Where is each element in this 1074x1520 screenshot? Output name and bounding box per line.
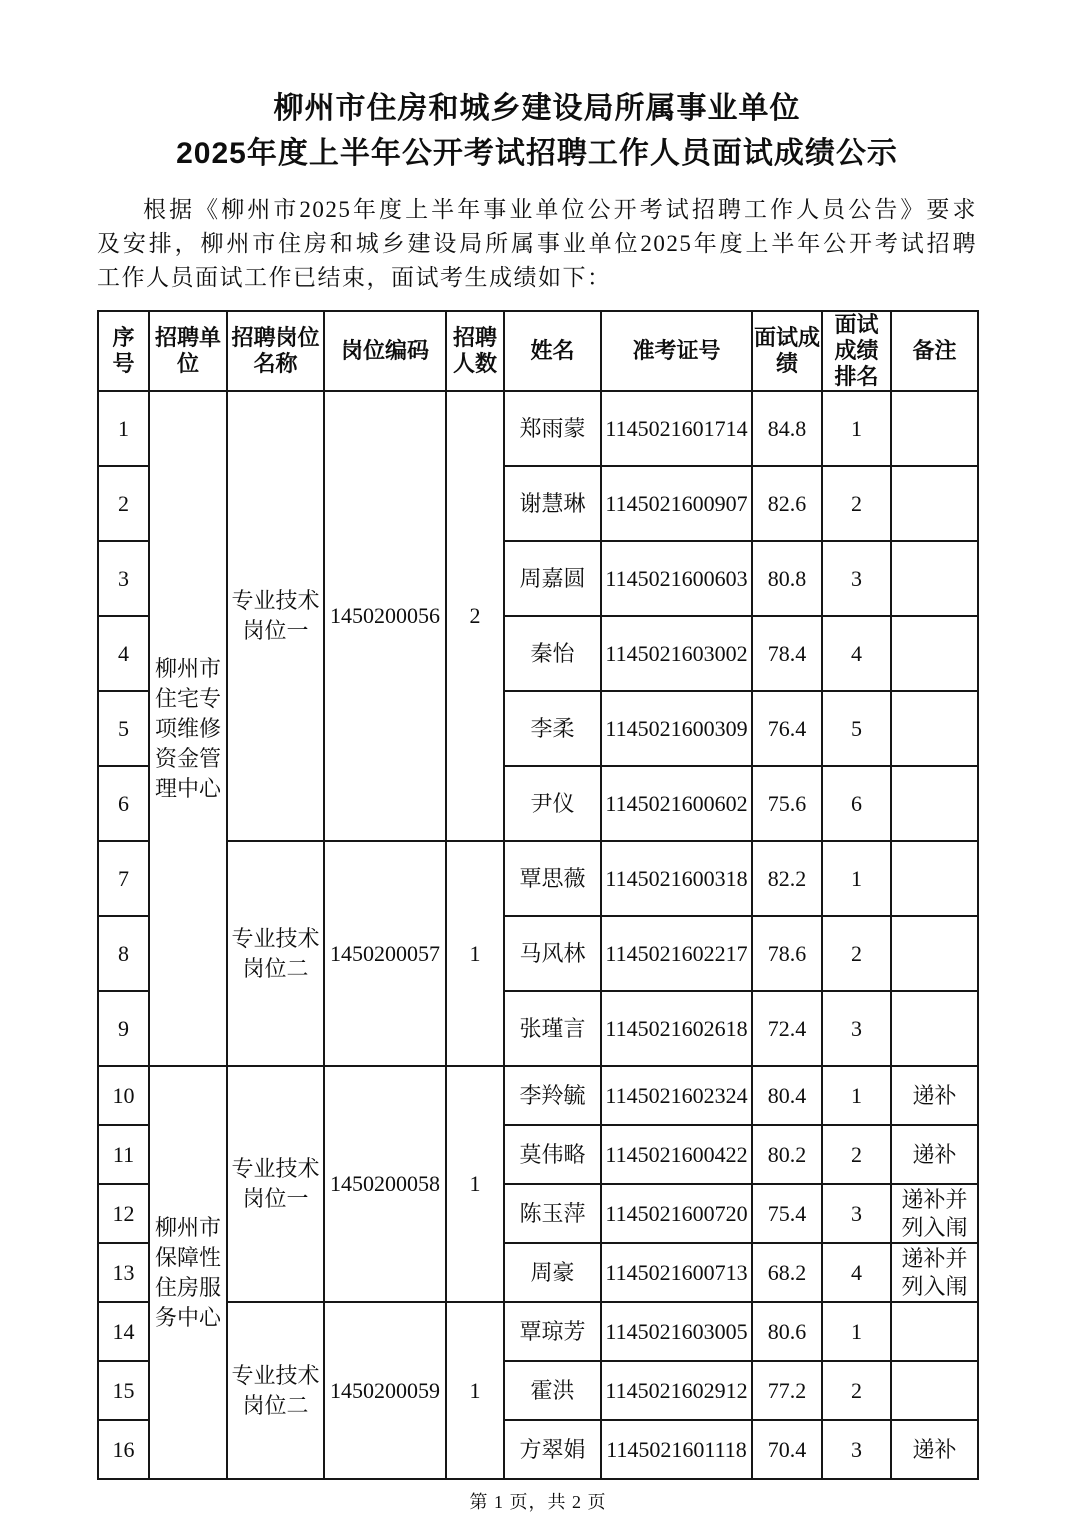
cell-ticket: 1145021602324 [601,1066,752,1125]
cell-seq: 9 [98,991,149,1066]
table-row [98,1066,978,1125]
cell-name: 霍洪 [504,1361,601,1420]
intro-line-1: 根据《柳州市2025年度上半年事业单位公开考试招聘工作人员公告》要求 [143,197,977,222]
cell-rank: 1 [822,1302,891,1361]
cell-rank: 1 [822,391,891,466]
table-header-row [98,311,978,391]
cell-remark [891,541,978,616]
cell-score: 84.8 [752,391,822,466]
cell-rank: 2 [822,466,891,541]
cell-remark [891,991,978,1066]
cell-name: 陈玉萍 [504,1184,601,1243]
cell-seq: 14 [98,1302,149,1361]
cell-ticket: 1145021603002 [601,616,752,691]
cell-ticket: 1145021601714 [601,391,752,466]
intro-line-3: 工作人员面试工作已结束，面试考生成绩如下： [97,265,612,290]
cell-name: 周豪 [504,1243,601,1302]
cell-seq: 12 [98,1184,149,1243]
cell-code: 1450200059 [324,1302,446,1479]
cell-rank: 2 [822,1361,891,1420]
cell-position: 专业技术岗位二 [227,841,324,1066]
cell-rank: 3 [822,1420,891,1479]
cell-remark [891,1361,978,1420]
cell-name: 莫伟略 [504,1125,601,1184]
cell-score: 72.4 [752,991,822,1066]
intro-paragraph [97,193,977,295]
cell-name: 尹仪 [504,766,601,841]
cell-seq: 10 [98,1066,149,1125]
cell-name: 马风林 [504,916,601,991]
cell-name: 张瑾言 [504,991,601,1066]
doc-title-line2: 2025年度上半年公开考试招聘工作人员面试成绩公示 [176,137,898,170]
cell-remark [891,841,978,916]
cell-ticket: 1145021602217 [601,916,752,991]
doc-title-line1: 柳州市住房和城乡建设局所属事业单位 [273,92,801,125]
cell-remark [891,766,978,841]
cell-score: 78.4 [752,616,822,691]
cell-score: 77.2 [752,1361,822,1420]
cell-remark: 递补 [891,1125,978,1184]
cell-seq: 1 [98,391,149,466]
cell-unit: 柳州市住宅专项维修资金管理中心 [149,391,227,1066]
cell-code: 1450200056 [324,391,446,841]
header-score: 面试成绩 [752,311,822,391]
cell-score: 76.4 [752,691,822,766]
cell-seq: 15 [98,1361,149,1420]
cell-rank: 1 [822,1066,891,1125]
cell-position: 专业技术岗位一 [227,1066,324,1302]
interview-scores-table [97,310,979,1480]
cell-seq: 8 [98,916,149,991]
cell-score: 82.2 [752,841,822,916]
cell-rank: 3 [822,1184,891,1243]
cell-rank: 3 [822,541,891,616]
cell-seq: 5 [98,691,149,766]
cell-seq: 13 [98,1243,149,1302]
cell-remark [891,616,978,691]
header-seq: 序号 [98,311,149,391]
cell-score: 75.6 [752,766,822,841]
cell-name: 方翠娟 [504,1420,601,1479]
cell-name: 秦怡 [504,616,601,691]
cell-remark [891,466,978,541]
cell-ticket: 1145021601118 [601,1420,752,1479]
cell-name: 覃思薇 [504,841,601,916]
cell-rank: 2 [822,1125,891,1184]
cell-score: 68.2 [752,1243,822,1302]
cell-remark [891,391,978,466]
cell-score: 75.4 [752,1184,822,1243]
cell-name: 谢慧琳 [504,466,601,541]
cell-ticket: 1145021600602 [601,766,752,841]
cell-position: 专业技术岗位二 [227,1302,324,1479]
header-code: 岗位编码 [324,311,446,391]
header-ticket: 准考证号 [601,311,752,391]
table-row [98,1302,978,1361]
cell-remark [891,916,978,991]
cell-seq: 6 [98,766,149,841]
cell-name: 覃琼芳 [504,1302,601,1361]
cell-seq: 4 [98,616,149,691]
cell-score: 80.4 [752,1066,822,1125]
cell-remark: 递补并列入闱 [891,1243,978,1302]
cell-name: 周嘉圆 [504,541,601,616]
cell-name: 李柔 [504,691,601,766]
cell-rank: 6 [822,766,891,841]
cell-rank: 4 [822,1243,891,1302]
cell-score: 78.6 [752,916,822,991]
cell-remark: 递补 [891,1066,978,1125]
cell-count: 1 [446,1302,504,1479]
cell-count: 1 [446,1066,504,1302]
cell-seq: 2 [98,466,149,541]
cell-rank: 4 [822,616,891,691]
cell-name: 郑雨蒙 [504,391,601,466]
cell-ticket: 1145021602618 [601,991,752,1066]
header-unit: 招聘单位 [149,311,227,391]
header-name: 姓名 [504,311,601,391]
cell-rank: 5 [822,691,891,766]
cell-score: 80.6 [752,1302,822,1361]
cell-unit: 柳州市保障性住房服务中心 [149,1066,227,1479]
cell-ticket: 1145021600309 [601,691,752,766]
cell-rank: 2 [822,916,891,991]
cell-seq: 7 [98,841,149,916]
cell-rank: 1 [822,841,891,916]
cell-count: 1 [446,841,504,1066]
cell-count: 2 [446,391,504,841]
cell-seq: 11 [98,1125,149,1184]
cell-ticket: 1145021600318 [601,841,752,916]
table-row [98,391,978,466]
header-position: 招聘岗位名称 [227,311,324,391]
cell-name: 李羚毓 [504,1066,601,1125]
cell-ticket: 1145021600422 [601,1125,752,1184]
cell-code: 1450200058 [324,1066,446,1302]
cell-ticket: 1145021602912 [601,1361,752,1420]
cell-ticket: 1145021600603 [601,541,752,616]
cell-ticket: 1145021603005 [601,1302,752,1361]
cell-ticket: 1145021600720 [601,1184,752,1243]
cell-ticket: 1145021600713 [601,1243,752,1302]
page-number-footer: 第 1 页，共 2 页 [469,1492,607,1512]
cell-score: 82.6 [752,466,822,541]
cell-remark [891,691,978,766]
intro-line-2: 及安排，柳州市住房和城乡建设局所属事业单位2025年度上半年公开考试招聘 [97,231,977,256]
cell-remark [891,1302,978,1361]
header-count: 招聘人数 [446,311,504,391]
cell-remark: 递补 [891,1420,978,1479]
header-rank: 面试成绩排名 [822,311,891,391]
cell-code: 1450200057 [324,841,446,1066]
cell-seq: 16 [98,1420,149,1479]
cell-remark: 递补并列入闱 [891,1184,978,1243]
cell-rank: 3 [822,991,891,1066]
cell-position: 专业技术岗位一 [227,391,324,841]
cell-score: 70.4 [752,1420,822,1479]
table-row [98,841,978,916]
cell-score: 80.8 [752,541,822,616]
cell-seq: 3 [98,541,149,616]
cell-ticket: 1145021600907 [601,466,752,541]
header-remark: 备注 [891,311,978,391]
cell-score: 80.2 [752,1125,822,1184]
